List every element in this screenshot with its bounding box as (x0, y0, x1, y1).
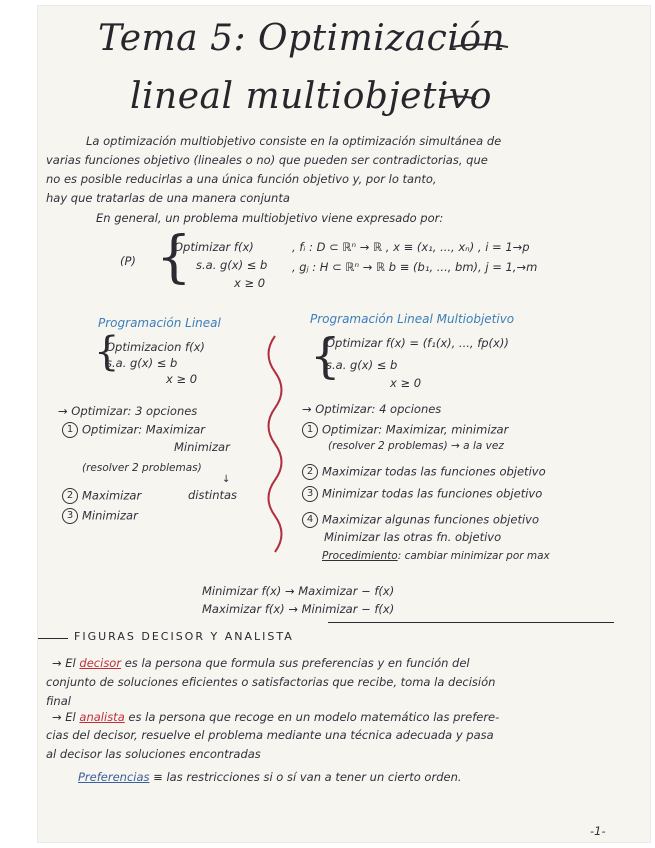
left-item-1: 1 Optimizar: Maximizar (62, 422, 205, 438)
left-brace-icon: { (94, 329, 120, 375)
notebook-page (38, 6, 650, 842)
number-1-icon: 1 (62, 422, 78, 438)
left-f2: s.a. g(x) ≤ b (106, 356, 178, 370)
number-4-icon: 4 (302, 512, 318, 528)
left-opt-count: → Optimizar: 3 opciones (58, 404, 198, 418)
preferencias-line: Preferencias ≡ las restricciones si o sí van a tener un cierto orden. (78, 770, 462, 784)
right-item-4b: Minimizar las otras fn. objetivo (324, 530, 502, 544)
left-col-heading: Programación Lineal (98, 316, 221, 330)
number-3-icon: 3 (62, 508, 78, 524)
subtitle-underline-icon (438, 94, 478, 104)
decisor-line-1: → El decisor es la persona que formula sus preferencias y en función del (52, 656, 470, 670)
intro-line-4: hay que tratarlas de una manera conjunta (46, 191, 290, 205)
problem-def-1: , fᵢ : D ⊂ ℝⁿ → ℝ , x ≡ (x₁, ..., xₙ) , i = 1→p (292, 240, 530, 254)
decisor-line-2: conjunto de soluciones eficientes o satisfactorias que recibe, toma la decisión (46, 675, 496, 689)
analista-line-2: cias del decisor, resuelve el problema mediante una técnica adecuada y pasa (46, 728, 494, 742)
right-col-heading: Programación Lineal Multiobjetivo (310, 312, 515, 326)
problem-label: (P) (120, 254, 136, 268)
problem-line-3: x ≥ 0 (234, 276, 266, 290)
intro-line-2: varias funciones objetivo (lineales o no) que pueden ser contradictorias, que (46, 153, 488, 167)
right-procedure: Procedimiento: cambiar minimizar por max (322, 550, 550, 562)
right-item-3: 3 Minimizar todas las funciones objetivo (302, 486, 542, 502)
intro-line-1: La optimización multiobjetivo consiste en la optimización simultánea de (86, 134, 502, 148)
page-subtitle: lineal multiobjetivo (130, 76, 492, 117)
number-1-icon: 1 (302, 422, 318, 438)
conversion-line-1: Minimizar f(x) → Maximizar − f(x) (202, 584, 395, 598)
analista-line-1: → El analista es la persona que recoge en un modelo matemático las prefere- (52, 710, 500, 724)
intro-line-5: En general, un problema multiobjetivo viene expresado por: (96, 211, 444, 225)
right-item-1: 1 Optimizar: Maximizar, minimizar (302, 422, 508, 438)
page-number: -1- (590, 824, 606, 838)
figuras-heading: FIGURAS DECISOR Y ANALISTA (74, 630, 294, 643)
number-2-icon: 2 (62, 488, 78, 504)
wavy-divider-icon (260, 334, 290, 554)
title-underline-icon (450, 42, 510, 52)
number-3-icon: 3 (302, 486, 318, 502)
right-brace-icon: { (310, 328, 341, 384)
right-f2: s.a. g(x) ≤ b (326, 358, 398, 372)
decisor-line-3: final (46, 694, 71, 708)
right-f3: x ≥ 0 (390, 376, 422, 390)
down-arrow-icon: ↓ (222, 474, 231, 485)
section-rule-left (38, 638, 68, 639)
intro-line-3: no es posible reducirlas a una única función objetivo y, por lo tanto, (46, 172, 437, 186)
right-opt-count: → Optimizar: 4 opciones (302, 402, 442, 416)
number-2-icon: 2 (302, 464, 318, 480)
left-item-1b: Minimizar (174, 440, 230, 454)
analista-line-3: al decisor las soluciones encontradas (46, 747, 261, 761)
left-resolver-note: (resolver 2 problemas) (82, 462, 202, 474)
right-item-1b: (resolver 2 problemas) → a la vez (328, 440, 504, 452)
left-item-3: 3 Minimizar (62, 508, 138, 524)
page-title: Tema 5: Optimización (98, 18, 506, 59)
problem-brace-icon: { (156, 225, 192, 290)
section-rule-right (328, 622, 614, 623)
left-item-2: 2 Maximizar (62, 488, 141, 504)
left-f1: Optimizacion f(x) (106, 340, 205, 354)
problem-def-2: , gⱼ : H ⊂ ℝⁿ → ℝ b ≡ (b₁, ..., bm), j = 1,→m (292, 260, 538, 274)
right-item-4: 4 Maximizar algunas funciones objetivo (302, 512, 539, 528)
left-item-2-note: distintas (188, 488, 238, 502)
right-f1: Optimizar f(x) = (f₁(x), ..., fp(x)) (326, 336, 509, 350)
problem-line-2: s.a. g(x) ≤ b (196, 258, 268, 272)
right-item-2: 2 Maximizar todas las funciones objetivo (302, 464, 546, 480)
left-f3: x ≥ 0 (166, 372, 198, 386)
problem-line-1: Optimizar f(x) (174, 240, 254, 254)
conversion-line-2: Maximizar f(x) → Minimizar − f(x) (202, 602, 395, 616)
